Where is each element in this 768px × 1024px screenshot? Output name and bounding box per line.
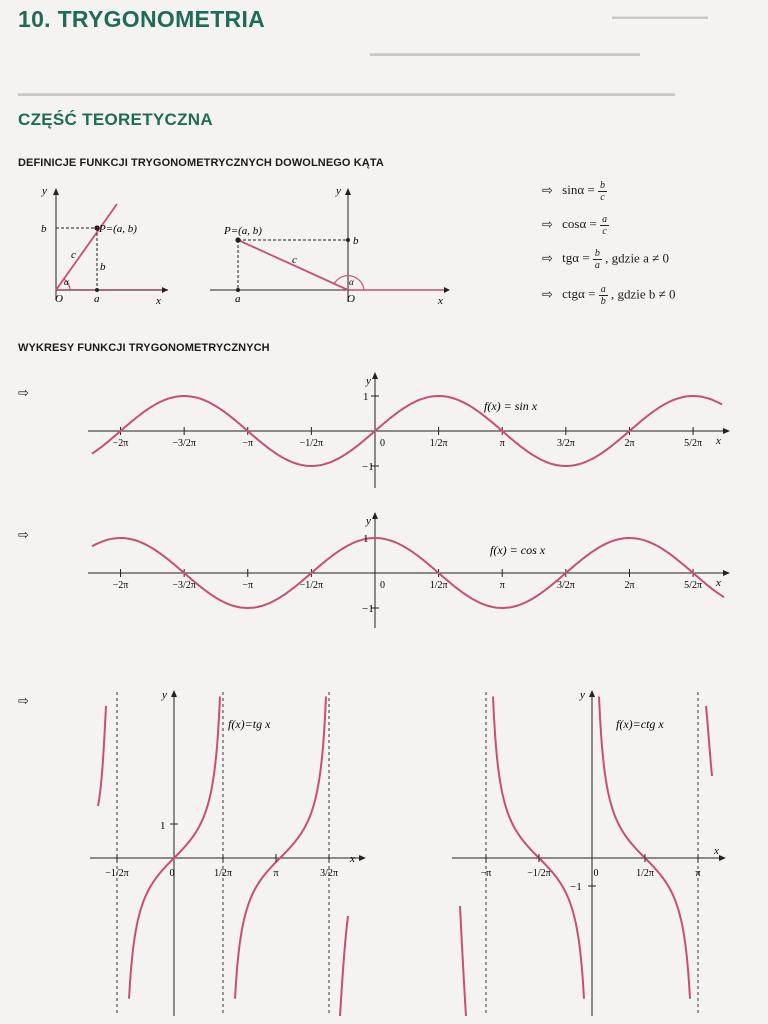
x-tick-label: 0	[169, 868, 175, 879]
x-tick-label: −3/2π	[172, 580, 196, 591]
cos-fraction	[600, 214, 609, 237]
x-tick-label: π	[499, 438, 505, 449]
tg-branch	[235, 697, 326, 999]
ctg-left: ctgα =	[562, 286, 596, 302]
diagram1-P-label: P=(a, b)	[99, 223, 137, 235]
subsection-graphs: WYKRESY FUNKCJI TRYGONOMETRYCZNYCH	[18, 342, 270, 354]
tg-den: a	[594, 260, 600, 271]
cos-num: a	[602, 214, 608, 225]
sin-x-axis-label: x	[716, 435, 721, 447]
cos-y-tick-1: 1	[363, 533, 369, 545]
ctg-x-axis-label: x	[714, 845, 719, 857]
arrow-icon: ⇨	[542, 183, 553, 199]
x-tick-label: −π	[242, 580, 254, 591]
x-tick-label: 2π	[624, 438, 635, 449]
ctg-y-axis-label: y	[580, 689, 585, 701]
section-title: CZĘŚĆ TEORETYCZNA	[18, 110, 213, 129]
bleed-through-2: ▬▬▬▬▬▬▬▬▬▬▬▬▬▬▬▬▬▬▬▬▬▬▬▬▬▬▬▬▬▬	[370, 48, 640, 58]
x-tick-label: 0	[593, 868, 599, 879]
chapter-title: 10. TRYGONOMETRIA	[18, 6, 266, 32]
ctg-y-tick-minus1: −1	[570, 881, 582, 893]
diagram1-a-label: a	[94, 293, 100, 305]
tg-branch	[98, 706, 106, 806]
arrow-icon: ⇨	[542, 251, 553, 267]
x-tick-label: 5/2π	[684, 438, 703, 449]
x-tick-label: −π	[242, 438, 254, 449]
tg-condition: , gdzie a ≠ 0	[605, 250, 669, 266]
subsection-definitions: DEFINICJE FUNKCJI TRYGONOMETRYCZNYCH DOWOLNEGO KĄTA	[18, 157, 384, 169]
sin-fraction	[598, 180, 607, 203]
x-tick-label: 3/2π	[556, 580, 575, 591]
diagram2-c-label: c	[292, 254, 297, 266]
cos-function-label: f(x) = cos x	[490, 543, 546, 557]
x-tick-label: −2π	[112, 580, 129, 591]
diagram1-c-label: c	[71, 249, 76, 261]
x-tick-label: 1/2π	[429, 580, 448, 591]
x-tick-label: 0	[380, 580, 385, 591]
x-tick-label: −3/2π	[172, 438, 196, 449]
cos-y-axis-label: y	[366, 515, 371, 527]
x-tick-label: 0	[380, 438, 385, 449]
x-tick-label: −2π	[112, 438, 129, 449]
ctg-function-label: f(x)=ctg x	[616, 717, 664, 731]
cos-den: c	[602, 226, 607, 237]
definition-ctg	[542, 284, 675, 307]
diagram2-y-label: y	[336, 185, 341, 197]
diagram1-y-label: y	[42, 185, 47, 197]
tg-left: tgα =	[562, 250, 590, 266]
definition-sin	[542, 180, 607, 203]
x-tick-label: −1/2π	[299, 580, 324, 591]
ctg-branch	[599, 697, 690, 999]
arrow-icon: ⇨	[18, 386, 29, 401]
tg-x-axis-label: x	[350, 853, 355, 865]
sin-num: b	[599, 180, 605, 191]
x-tick-label: π	[695, 868, 701, 879]
x-tick-label: 1/2π	[214, 868, 232, 879]
sin-function-label: f(x) = sin x	[484, 399, 538, 413]
bleed-through-1: ▬▬▬▬▬▬▬▬▬▬▬▬	[612, 12, 708, 21]
bleed-through-3: ▬▬▬▬▬▬▬▬▬▬▬▬▬▬▬▬▬▬▬▬▬▬▬▬▬▬▬▬▬▬▬▬▬▬▬▬▬▬▬▬▬▬▬▬▬▬▬▬▬▬▬▬▬▬▬▬▬▬▬▬▬▬▬▬▬▬▬▬▬▬▬▬▬	[18, 88, 675, 98]
diagram2-P-label: P=(a, b)	[224, 225, 262, 237]
definition-tg	[542, 248, 669, 271]
tg-branch	[340, 916, 348, 1016]
x-tick-label: −π	[480, 868, 492, 879]
diagram1-b-label: b	[41, 223, 47, 235]
ctg-fraction	[599, 284, 608, 307]
tg-graph	[84, 686, 374, 1020]
arrow-icon: ⇨	[542, 217, 553, 233]
x-tick-label: 5/2π	[684, 580, 703, 591]
diagram1-O-label: O	[55, 293, 63, 305]
diagram1-b-side-label: b	[100, 261, 106, 273]
x-tick-label: 1/2π	[429, 438, 448, 449]
definition-diagram-1	[36, 182, 176, 307]
tg-y-axis-label: y	[162, 689, 167, 701]
arrow-icon: ⇨	[18, 694, 29, 709]
x-tick-label: −1/2π	[105, 868, 129, 879]
sin-den: c	[600, 192, 605, 203]
sin-left: sinα =	[562, 182, 595, 198]
diagram2-alpha-label: α	[349, 277, 354, 287]
x-tick-label: 1/2π	[636, 868, 654, 879]
ctg-den: b	[600, 296, 606, 307]
diagram1-x-label: x	[156, 295, 161, 307]
tg-y-tick-1: 1	[160, 820, 166, 832]
cos-left: cosα =	[562, 216, 597, 232]
tg-num: b	[594, 248, 600, 259]
ctg-num: a	[600, 284, 606, 295]
ctg-branch	[460, 906, 466, 1016]
arrow-icon: ⇨	[542, 287, 553, 303]
ctg-branch	[493, 697, 584, 999]
cos-y-tick-minus1: −1	[362, 603, 374, 615]
tg-fraction	[593, 248, 602, 271]
sin-y-tick-minus1: −1	[362, 461, 374, 473]
ctg-graph	[448, 686, 738, 1020]
diagram2-O-label: O	[347, 293, 355, 305]
ctg-branch	[706, 706, 712, 776]
arrow-icon: ⇨	[18, 528, 29, 543]
definition-diagram-2	[208, 182, 458, 307]
sin-y-axis-label: y	[366, 375, 371, 387]
x-tick-label: −1/2π	[299, 438, 324, 449]
x-tick-label: 3/2π	[320, 868, 338, 879]
sin-y-tick-1: 1	[363, 391, 369, 403]
x-tick-label: 2π	[624, 580, 635, 591]
x-tick-label: π	[273, 868, 279, 879]
definition-cos	[542, 214, 609, 237]
diagram2-b-label: b	[353, 235, 359, 247]
ctg-condition: , gdzie b ≠ 0	[610, 286, 676, 302]
cos-graph	[80, 508, 740, 633]
x-tick-label: π	[499, 580, 505, 591]
diagram2-a-label: a	[235, 293, 241, 305]
sin-graph	[80, 368, 740, 493]
tg-function-label: f(x)=tg x	[228, 717, 271, 731]
diagram1-alpha-label: α	[64, 277, 69, 287]
x-tick-label: −1/2π	[527, 868, 551, 879]
cos-x-axis-label: x	[716, 577, 721, 589]
x-tick-label: 3/2π	[556, 438, 575, 449]
diagram2-x-label: x	[438, 295, 443, 307]
